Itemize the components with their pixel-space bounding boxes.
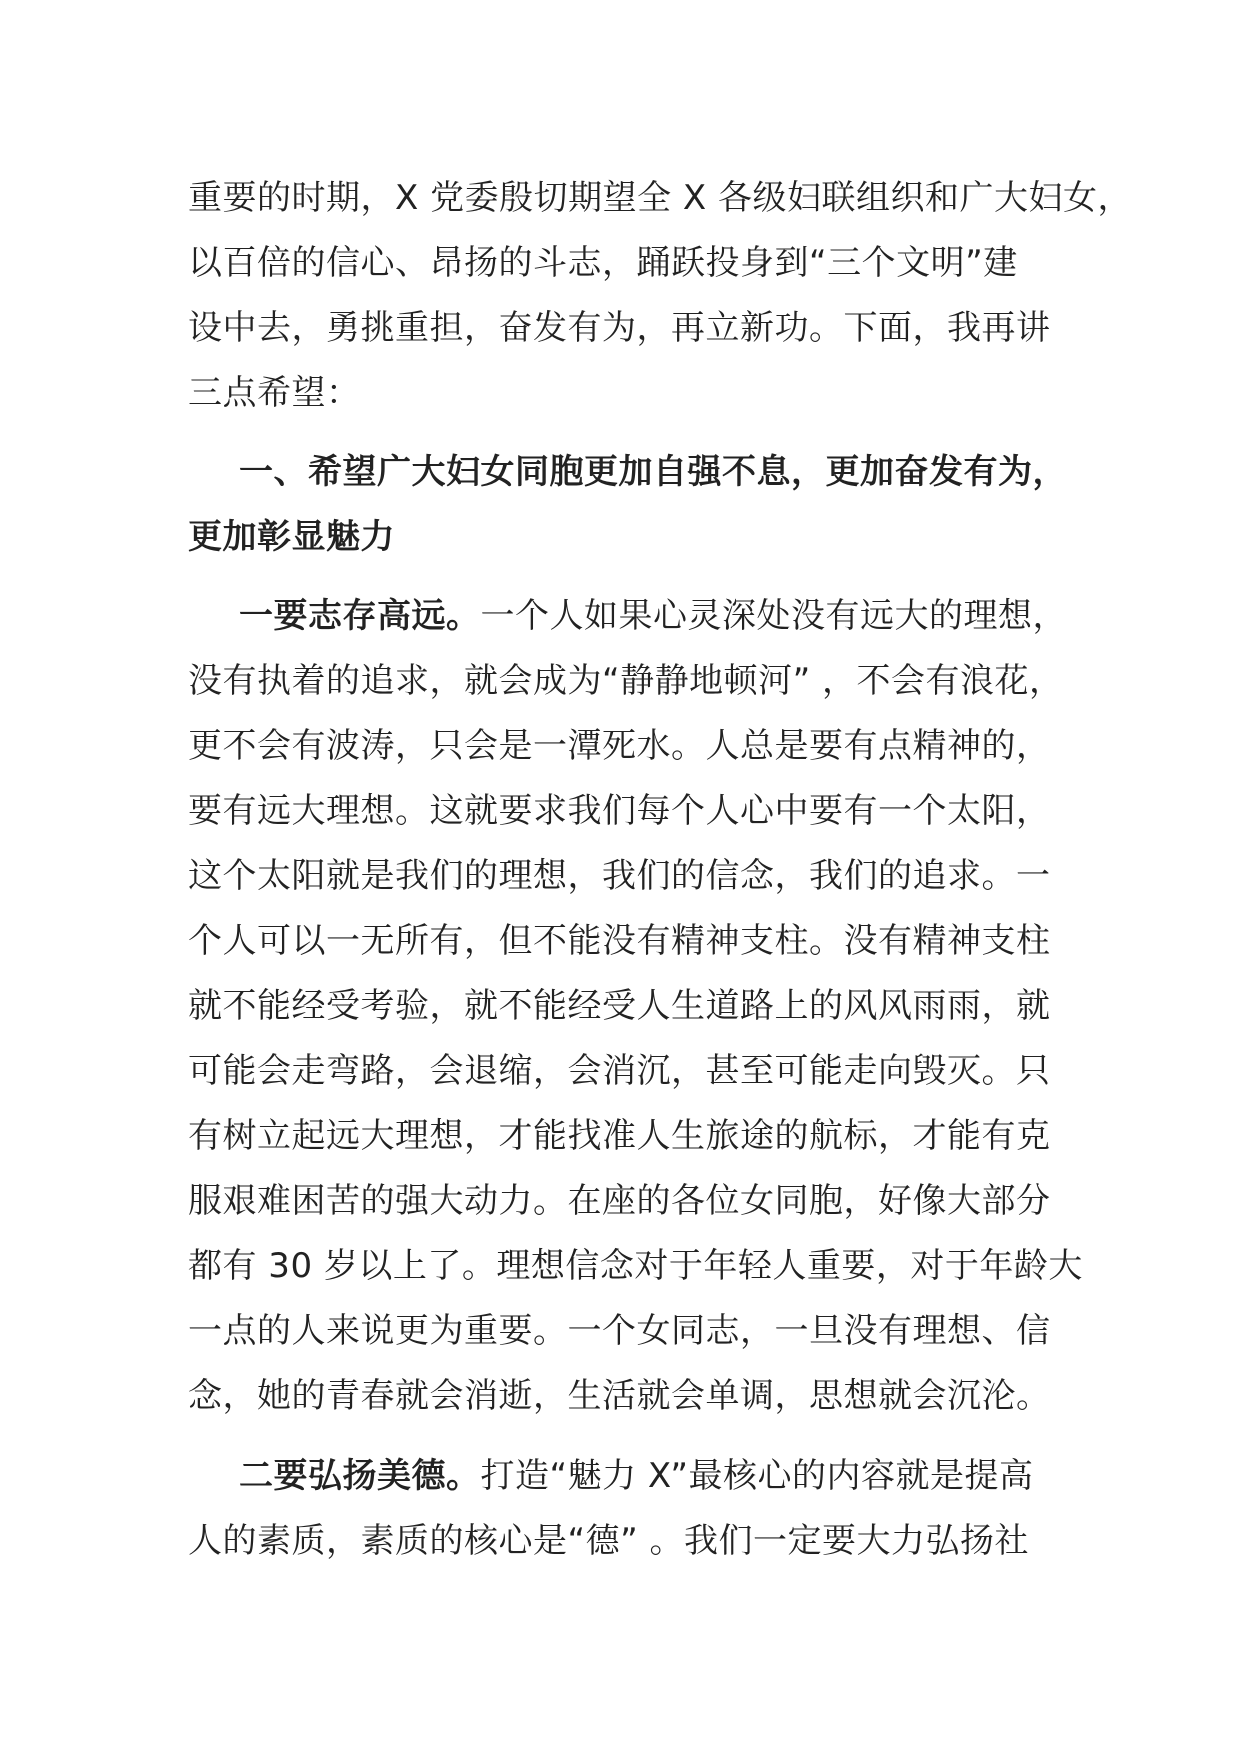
heading-line: 一、希望广大妇女同胞更加自强不息，更加奋发有为， bbox=[239, 452, 1067, 492]
intro-paragraph bbox=[188, 166, 1133, 426]
text-line: 这个太阳就是我们的理想，我们的信念，我们的追求。一 bbox=[188, 856, 1051, 896]
text-line: 有树立起远大理想，才能找准人生旅途的航标，才能有克 bbox=[188, 1116, 1051, 1156]
text-line: 就不能经受考验，就不能经受人生道路上的风风雨雨，就 bbox=[188, 986, 1051, 1026]
text-line: 更不会有波涛，只会是一潭死水。人总是要有点精神的， bbox=[188, 726, 1051, 766]
text-line: 可能会走弯路，会退缩，会消沉，甚至可能走向毁灭。只 bbox=[188, 1051, 1051, 1091]
heading-line: 更加彰显魅力 bbox=[188, 517, 395, 557]
text-line: 三点希望： bbox=[188, 373, 361, 413]
text-line: 个人可以一无所有，但不能没有精神支柱。没有精神支柱 bbox=[188, 921, 1051, 961]
section-heading bbox=[188, 440, 1088, 570]
text-line: 服艰难困苦的强大动力。在座的各位女同胞，好像大部分 bbox=[188, 1181, 1051, 1221]
text-line: 以百倍的信心、昂扬的斗志，踊跃投身到“三个文明”建 bbox=[188, 243, 1018, 283]
point-two-first-line: 打造“魅力 X”最核心的内容就是提高 bbox=[480, 1456, 1034, 1496]
text-line: 一点的人来说更为重要。一个女同志，一旦没有理想、信 bbox=[188, 1311, 1051, 1351]
text-line bbox=[188, 584, 1088, 649]
text-line: 都有 30 岁以上了。理想信念对于年轻人重要，对于年龄大 bbox=[188, 1246, 1083, 1286]
point-one-paragraph bbox=[188, 584, 1088, 1429]
text-line: 念，她的青春就会消逝，生活就会单调，思想就会沉沦。 bbox=[188, 1376, 1051, 1416]
point-two-lead: 二要弘扬美德。 bbox=[239, 1456, 481, 1496]
point-one-lead: 一要志存高远。 bbox=[239, 596, 481, 636]
text-line: 设中去，勇挑重担，奋发有为，再立新功。下面，我再讲 bbox=[188, 308, 1051, 348]
text-line bbox=[188, 1444, 1088, 1509]
text-line: 没有执着的追求，就会成为“静静地顿河” ，不会有浪花， bbox=[188, 661, 1064, 701]
text-line: 重要的时期，X 党委殷切期望全 X 各级妇联组织和广大妇女， bbox=[188, 178, 1133, 218]
text-line: 人的素质，素质的核心是“德” 。我们一定要大力弘扬社 bbox=[188, 1521, 1030, 1561]
text-line: 要有远大理想。这就要求我们每个人心中要有一个太阳， bbox=[188, 791, 1051, 831]
point-two-paragraph bbox=[188, 1444, 1088, 1574]
point-one-first-line: 一个人如果心灵深处没有远大的理想， bbox=[480, 596, 1067, 636]
document-body bbox=[188, 166, 1133, 1574]
